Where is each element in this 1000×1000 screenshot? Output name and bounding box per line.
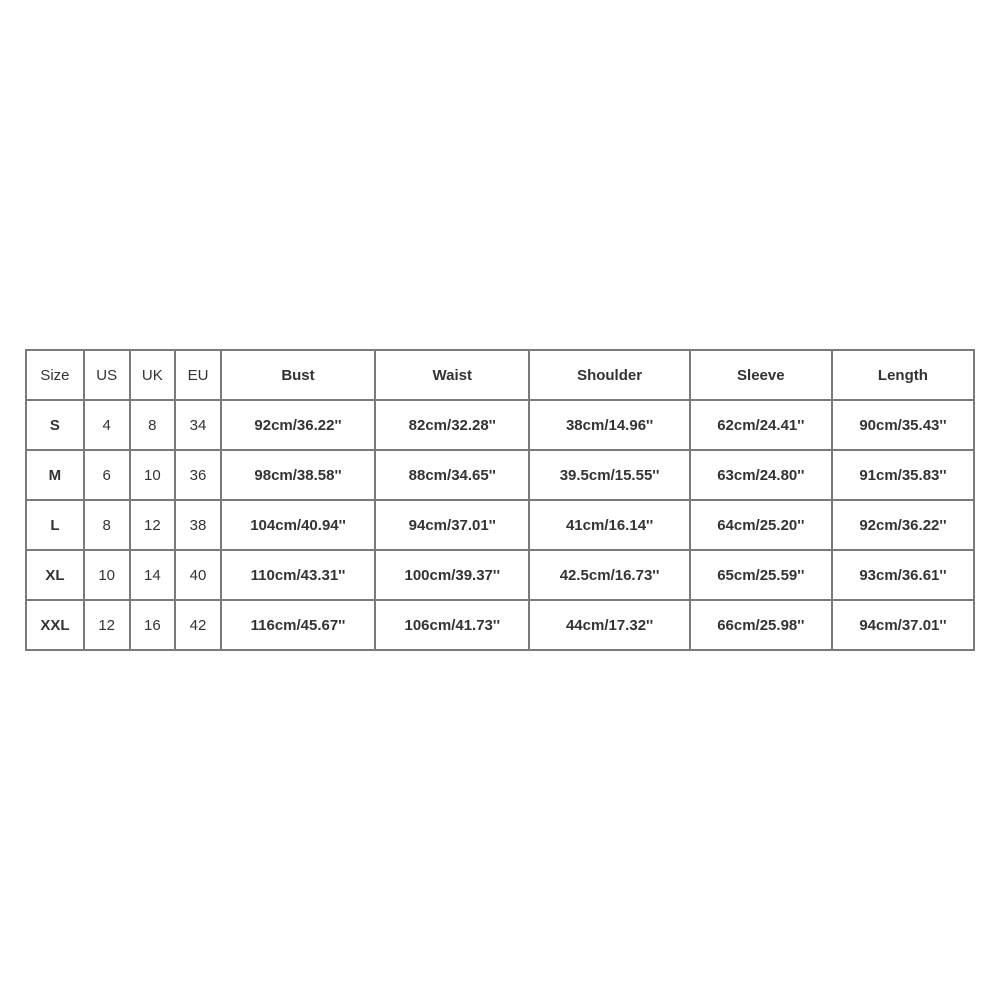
header-eu: EU [175, 350, 221, 400]
header-sleeve: Sleeve [690, 350, 832, 400]
cell-bust: 98cm/38.58'' [221, 450, 375, 500]
cell-waist: 82cm/32.28'' [375, 400, 529, 450]
cell-size: L [26, 500, 84, 550]
cell-sleeve: 62cm/24.41'' [690, 400, 832, 450]
cell-sleeve: 63cm/24.80'' [690, 450, 832, 500]
cell-sleeve: 66cm/25.98'' [690, 600, 832, 650]
header-length: Length [832, 350, 974, 400]
cell-size: S [26, 400, 84, 450]
cell-bust: 104cm/40.94'' [221, 500, 375, 550]
header-waist: Waist [375, 350, 529, 400]
cell-eu: 34 [175, 400, 221, 450]
cell-bust: 116cm/45.67'' [221, 600, 375, 650]
cell-size: M [26, 450, 84, 500]
cell-eu: 38 [175, 500, 221, 550]
cell-sleeve: 65cm/25.59'' [690, 550, 832, 600]
cell-length: 91cm/35.83'' [832, 450, 974, 500]
cell-shoulder: 39.5cm/15.55'' [529, 450, 689, 500]
header-bust: Bust [221, 350, 375, 400]
header-row [26, 350, 974, 400]
cell-length: 92cm/36.22'' [832, 500, 974, 550]
cell-size: XL [26, 550, 84, 600]
header-uk: UK [130, 350, 176, 400]
header-size: Size [26, 350, 84, 400]
cell-shoulder: 41cm/16.14'' [529, 500, 689, 550]
cell-eu: 42 [175, 600, 221, 650]
cell-waist: 94cm/37.01'' [375, 500, 529, 550]
header-us: US [84, 350, 130, 400]
cell-eu: 36 [175, 450, 221, 500]
table-row [26, 500, 974, 550]
cell-uk: 16 [130, 600, 176, 650]
cell-length: 93cm/36.61'' [832, 550, 974, 600]
cell-waist: 88cm/34.65'' [375, 450, 529, 500]
cell-eu: 40 [175, 550, 221, 600]
cell-shoulder: 44cm/17.32'' [529, 600, 689, 650]
table-row [26, 400, 974, 450]
cell-us: 8 [84, 500, 130, 550]
cell-shoulder: 42.5cm/16.73'' [529, 550, 689, 600]
cell-us: 6 [84, 450, 130, 500]
table-row [26, 550, 974, 600]
cell-us: 10 [84, 550, 130, 600]
table-row [26, 450, 974, 500]
size-chart-table [25, 349, 975, 651]
cell-shoulder: 38cm/14.96'' [529, 400, 689, 450]
cell-waist: 106cm/41.73'' [375, 600, 529, 650]
cell-us: 12 [84, 600, 130, 650]
table-row [26, 600, 974, 650]
cell-uk: 14 [130, 550, 176, 600]
cell-uk: 10 [130, 450, 176, 500]
cell-bust: 110cm/43.31'' [221, 550, 375, 600]
header-shoulder: Shoulder [529, 350, 689, 400]
cell-uk: 8 [130, 400, 176, 450]
cell-bust: 92cm/36.22'' [221, 400, 375, 450]
cell-waist: 100cm/39.37'' [375, 550, 529, 600]
cell-sleeve: 64cm/25.20'' [690, 500, 832, 550]
cell-size: XXL [26, 600, 84, 650]
cell-us: 4 [84, 400, 130, 450]
cell-uk: 12 [130, 500, 176, 550]
cell-length: 90cm/35.43'' [832, 400, 974, 450]
cell-length: 94cm/37.01'' [832, 600, 974, 650]
